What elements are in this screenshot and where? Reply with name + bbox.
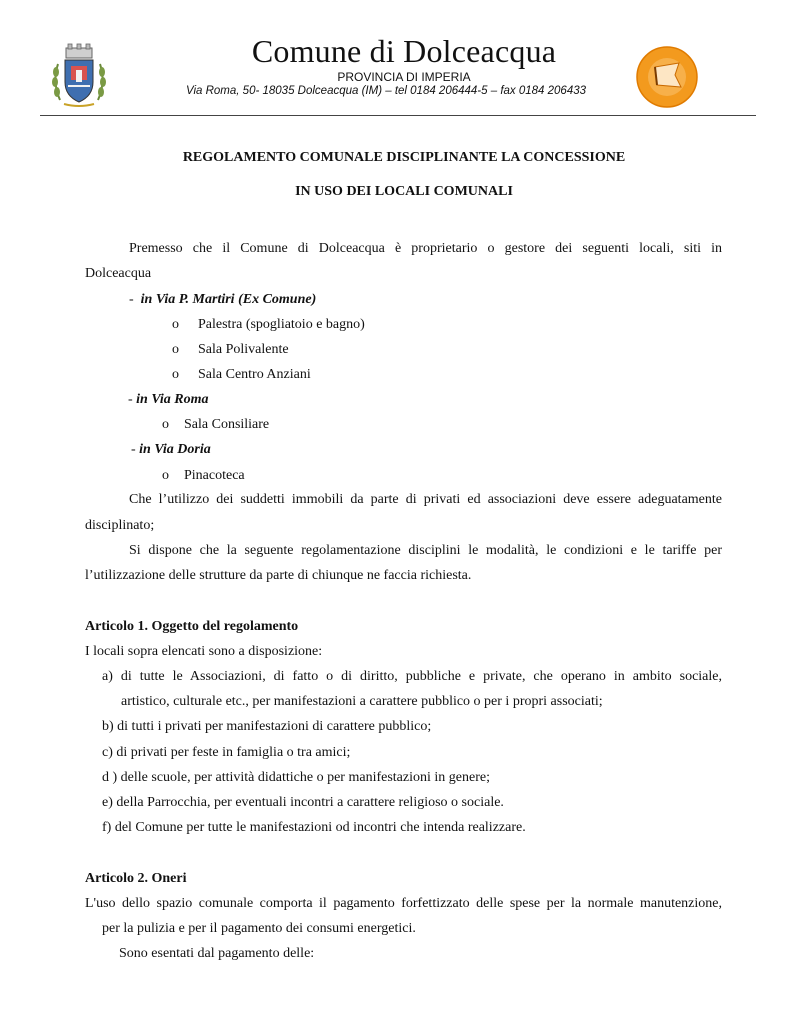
address-line: Via Roma, 50- 18035 Dolceacqua (IM) – tel 0184 206444-5 – fax 0184 206433 bbox=[186, 85, 587, 97]
article-1-item-f: f) del Comune per tutte le manifestazioni od incontri che intenda realizzare. bbox=[102, 820, 526, 835]
article-2-heading: Articolo 2. Oneri bbox=[85, 871, 187, 886]
paragraph-utilizzo-line-2: disciplinato; bbox=[85, 518, 155, 533]
doc-title-line-2: IN USO DEI LOCALI COMUNALI bbox=[295, 184, 513, 199]
article-1-item-a-line-1: a) di tutte le Associazioni, di fatto o di diritto, pubbliche e private, che operano in ambito sociale, bbox=[102, 669, 722, 684]
list-item: o Sala Polivalente bbox=[172, 342, 289, 357]
article-1-item-d: d ) delle scuole, per attività didattiche o per manifestazioni in genere; bbox=[102, 770, 490, 785]
article-2-text-line-1: L'uso dello spazio comunale comporta il pagamento forfettizzato delle spese per la normale manutenzione, bbox=[85, 896, 722, 911]
doc-title-line-1: REGOLAMENTO COMUNALE DISCIPLINANTE LA CONCESSIONE bbox=[182, 150, 626, 165]
article-1-item-e: e) della Parrocchia, per eventuali incontri a carattere religioso o sociale. bbox=[102, 795, 504, 810]
location-heading-via-martiri: - in Via P. Martiri (Ex Comune) bbox=[129, 292, 317, 307]
list-item: o Palestra (spogliatoio e bagno) bbox=[172, 317, 365, 332]
list-item: o Pinacoteca bbox=[162, 468, 245, 483]
article-2-text-line-2: per la pulizia e per il pagamento dei consumi energetici. bbox=[102, 921, 416, 936]
article-1-item-a-line-2: artistico, culturale etc., per manifestazioni a carattere pubblico o per i propri associati; bbox=[121, 694, 603, 709]
article-1-heading: Articolo 1. Oggetto del regolamento bbox=[85, 619, 299, 634]
header-divider bbox=[40, 115, 756, 116]
article-1-item-b: b) di tutti i privati per manifestazioni di carattere pubblico; bbox=[102, 719, 432, 734]
bandiera-arancione-logo bbox=[635, 45, 699, 109]
municipality-title: Comune di Dolceacqua bbox=[251, 33, 557, 69]
article-2-text-line-3: Sono esentati dal pagamento delle: bbox=[119, 946, 315, 961]
location-heading-via-doria: - in Via Doria bbox=[131, 442, 211, 457]
location-heading-via-roma: - in Via Roma bbox=[128, 392, 209, 407]
intro-paragraph-line-2: Dolceacqua bbox=[85, 266, 152, 281]
paragraph-dispone-line-2: l’utilizzazione delle strutture da parte di chiunque ne faccia richiesta. bbox=[85, 568, 472, 583]
paragraph-utilizzo-line-1: Che l’utilizzo dei suddetti immobili da parte di privati ed associazioni deve essere adeguatamente bbox=[129, 492, 722, 507]
list-item: o Sala Consiliare bbox=[162, 417, 270, 432]
article-1-intro: I locali sopra elencati sono a disposizione: bbox=[85, 644, 323, 659]
intro-paragraph-line-1: Premesso che il Comune di Dolceacqua è proprietario o gestore dei seguenti locali, siti in bbox=[129, 241, 722, 256]
list-item: o Sala Centro Anziani bbox=[172, 367, 311, 382]
paragraph-dispone-line-1: Si dispone che la seguente regolamentazione disciplini le modalità, le condizioni e le tariffe per bbox=[129, 543, 722, 558]
article-1-item-c: c) di privati per feste in famiglia o tra amici; bbox=[102, 745, 351, 760]
province-label: PROVINCIA DI IMPERIA bbox=[337, 70, 471, 84]
